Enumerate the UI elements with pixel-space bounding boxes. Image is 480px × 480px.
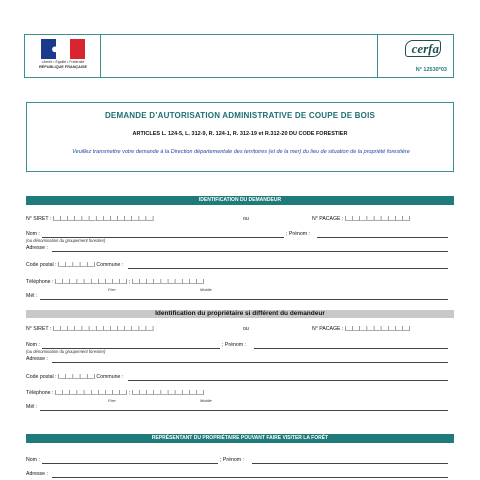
mel-input[interactable]	[40, 410, 448, 411]
phone-fixe-input[interactable]: |__|__|__|__|__|__|__|__|__|__|	[54, 279, 128, 285]
nom-label: Nom :	[26, 231, 40, 237]
pacage-input[interactable]: |__|__|__|__|__|__|__|__|__|	[344, 216, 411, 222]
form-instruction: Veuillez transmettre votre demande à la Direction départementale des territoires (et de la mer) du lieu de situation de la propriété forestière	[72, 149, 410, 155]
form-subtitle: ARTICLES L. 124-5, L. 312-9, R. 124-1, R. 312-19 et R.312-20 DU CODE FORESTIER	[132, 131, 348, 137]
prenom-input[interactable]	[252, 463, 448, 464]
commune-label: Commune :	[96, 262, 124, 268]
adresse-input[interactable]	[52, 477, 448, 478]
postal-input[interactable]: |__|__|__|__|__|	[58, 374, 95, 380]
postal-label: Code postal :	[26, 374, 57, 380]
republic-motto: Liberté • Égalité • Fraternité	[41, 60, 85, 64]
prenom-label: ; Prénom :	[220, 457, 244, 463]
commune-input[interactable]	[128, 380, 448, 381]
phone-label: Téléphone :	[26, 390, 54, 396]
pacage-label: N° PACAGE :	[312, 326, 344, 332]
pacage-label: N° PACAGE :	[312, 216, 344, 222]
phone-mobile-input[interactable]: ; |__|__|__|__|__|__|__|__|__|__|	[128, 279, 205, 285]
prenom-label: ; Prénom :	[222, 342, 246, 348]
or-label: ou	[243, 216, 249, 222]
or-label: ou	[243, 326, 249, 332]
phone-mobile-input[interactable]: ; |__|__|__|__|__|__|__|__|__|__|	[128, 390, 205, 396]
nom-note: (ou dénomination du groupement forestier)	[26, 349, 106, 354]
owner-pacage-row	[312, 326, 410, 332]
commune-input[interactable]	[128, 268, 448, 269]
siret-label: N° SIRET :	[26, 216, 52, 222]
adresse-input[interactable]	[52, 251, 448, 252]
mel-label: Mél :	[26, 404, 38, 410]
siret-input[interactable]: |__|__|__|__|__|__|__|__|__|__|__|__|__|__|	[52, 216, 154, 222]
mobile-label: Mobile	[200, 287, 212, 292]
fixe-label: Fixe	[108, 287, 116, 292]
adresse-input[interactable]	[52, 362, 448, 363]
commune-label: Commune :	[96, 374, 124, 380]
cerfa-cell	[377, 35, 453, 77]
owner-siret-row	[26, 326, 154, 332]
mel-label: Mél :	[26, 293, 38, 299]
phone-fixe-input[interactable]: |__|__|__|__|__|__|__|__|__|__|	[54, 390, 128, 396]
pacage-input[interactable]: |__|__|__|__|__|__|__|__|__|	[344, 326, 411, 332]
header-box	[24, 34, 454, 78]
marianne-icon: ●	[51, 41, 59, 56]
republic-logo-cell	[25, 35, 101, 77]
fixe-label: Fixe	[108, 398, 116, 403]
mobile-label: Mobile	[200, 398, 212, 403]
phone-row	[26, 279, 204, 285]
phone-label: Téléphone :	[26, 279, 54, 285]
prenom-input[interactable]	[254, 348, 448, 349]
applicant-siret-row	[26, 216, 154, 222]
nom-input[interactable]	[42, 463, 218, 464]
nom-note: (ou dénomination du groupement forestier)	[26, 238, 106, 243]
applicant-pacage-row	[312, 216, 410, 222]
nom-label: Nom :	[26, 342, 40, 348]
section-header-owner: Identification du propriétaire si différent du demandeur	[26, 310, 454, 318]
adresse-label: Adresse :	[26, 356, 48, 362]
mel-input[interactable]	[40, 299, 448, 300]
siret-input[interactable]: |__|__|__|__|__|__|__|__|__|__|__|__|__|__|	[52, 326, 154, 332]
adresse-label: Adresse :	[26, 471, 48, 477]
postal-row	[26, 374, 123, 380]
postal-row	[26, 262, 123, 268]
form-title: DEMANDE D’AUTORISATION ADMINISTRATIVE DE COUPE DE BOIS	[104, 111, 376, 120]
nom-label: Nom :	[26, 457, 40, 463]
postal-input[interactable]: |__|__|__|__|__|	[58, 262, 95, 268]
prenom-label: ; Prénom :	[286, 231, 310, 237]
adresse-label: Adresse :	[26, 245, 48, 251]
title-box	[26, 102, 454, 172]
republic-logo	[41, 39, 85, 59]
postal-label: Code postal :	[26, 262, 57, 268]
cerfa-number: N° 12530*03	[415, 67, 447, 73]
cerfa-logo: cerfa	[411, 41, 439, 56]
phone-row	[26, 390, 204, 396]
section-header-applicant: IDENTIFICATION DU DEMANDEUR	[26, 196, 454, 205]
prenom-input[interactable]	[317, 237, 448, 238]
republic-name: RÉPUBLIQUE FRANÇAISE	[38, 65, 88, 69]
siret-label: N° SIRET :	[26, 326, 52, 332]
section-header-representative: REPRÉSENTANT DU PROPRIÉTAIRE POUVANT FAIRE VISITER LA FORÊT	[26, 434, 454, 443]
